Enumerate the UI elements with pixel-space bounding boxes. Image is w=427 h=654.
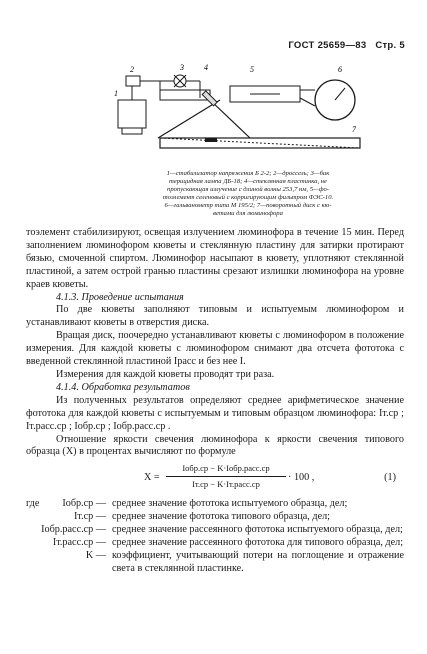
formula-numerator: Iобр.ср − K·Iобр.расс.ср — [166, 462, 286, 477]
dash: — — [95, 549, 106, 561]
paragraph: Измерения для каждой кюветы проводят три раза. — [56, 368, 275, 380]
stabilizer-base — [122, 128, 142, 134]
definition-symbol: Iт.ср — [74, 511, 94, 523]
dash: — — [95, 524, 106, 536]
definition-item — [26, 550, 404, 576]
figure-label: 6 — [338, 65, 342, 74]
paragraph: Отношение яркости свечения люминофора к яркости свечения типового образца (X) в процентах вычисляют по формуле — [26, 433, 404, 458]
definition-symbol: Iобр.расс.ср — [41, 524, 94, 536]
caption-line: терицидная лампа ДБ-18; 4—стеклянная пластинка, не — [169, 178, 327, 186]
definition-item — [26, 498, 404, 511]
stabilizer-box — [118, 100, 146, 128]
figure-label: 4 — [204, 63, 208, 72]
apparatus-diagram — [100, 60, 370, 170]
choke — [126, 76, 140, 86]
caption-line: ветами для люминофора — [213, 210, 283, 218]
figure-label: 7 — [352, 125, 356, 134]
section-heading: 4.1.4. Обработка результатов — [56, 381, 190, 393]
figure-caption — [98, 170, 398, 219]
definition-symbol: Iобр.ср — [62, 498, 94, 510]
dash: — — [95, 511, 106, 523]
equation-number: (1) — [384, 472, 396, 484]
formula-denominator: Iт.ср − K·Iт.расс.ср — [192, 479, 260, 490]
caption-line: 1—стабилизатор напряжения Б 2-2; 2—дроссель; 3—бак — [166, 170, 330, 177]
paragraph: тоэлемент стабилизируют, освещая излучением люминофора в течение 15 мин. Перед заполнением люминофором кюветы и стеклянную пластину для затирки протирают бязью, смоченной спиртом. Люминофор насыпают в кювету, уплотняют стеклянной пластиной, а затем острой гранью пластины срезают излишки люминофора на уровне краев кюветы. — [26, 227, 404, 290]
figure-label: 3 — [180, 63, 184, 72]
definitions-list — [26, 498, 404, 575]
definition-symbol: Iт.расс.ср — [52, 537, 94, 549]
paragraph: По две кюветы заполняют типовым и испытуемым люминофором и устанавливают кюветы в отверстия диска. — [26, 304, 404, 329]
figure-label: 1 — [114, 89, 118, 98]
definition-text: коэффициент, учитывающий потери на поглощение и отражение света в стеклянной пластинке. — [112, 549, 404, 574]
paragraph: Вращая диск, поочередно устанавливают кюветы с люминофором в положение измерения. Для каждой кюветы с люминофором снимают два отсчета фототока с введенной стеклянной пластиной Iрасс и без нее I. — [26, 330, 404, 368]
caption-line: 6—гальванометр типа М 195/2; 7—поворотный диск с кю- — [164, 202, 332, 210]
caption-line: тоэлемент селеновый с корригирующим фильтром ФЭС-10. — [162, 194, 334, 202]
page-header — [288, 40, 405, 51]
page-number: Стр. 5 — [375, 40, 405, 51]
definition-text: среднее значение рассеянного фототока испытуемого образца, дел; — [112, 524, 403, 536]
formula-1 — [26, 462, 404, 496]
caption-line: пропускающая излучение с длиной волны 253,7 нм, 5—фо- — [167, 186, 329, 194]
dash: — — [95, 537, 106, 549]
formula-fraction — [166, 462, 286, 491]
where-word: где — [26, 498, 40, 510]
definition-text: среднее значение рассеянного фототока для типового образца, дел; — [112, 537, 404, 549]
standard-number: ГОСТ 25659—83 — [288, 40, 367, 51]
definition-item — [26, 511, 404, 524]
paragraph: Из полученных результатов определяют среднее арифметическое значение фототока для каждой кюветы с испытуемым и типовым образцом люминофора: Iт.ср ; Iт.расс.ср ; Iобр.ср ; Iобр.расс.ср . — [26, 394, 404, 432]
formula-lhs: X = — [144, 472, 160, 484]
section-heading: 4.1.3. Проведение испытания — [56, 291, 184, 303]
definition-symbol: K — [85, 549, 94, 561]
definition-item — [26, 524, 404, 537]
definition-text: среднее значение фототока типового образца, дел; — [112, 511, 330, 523]
definition-text: среднее значение фототока испытуемого образца, дел; — [112, 498, 348, 510]
figure-label: 5 — [250, 65, 254, 74]
document-body — [26, 227, 404, 576]
figure-label: 2 — [130, 65, 134, 74]
dash: — — [95, 498, 106, 510]
formula-tail: · 100 , — [288, 472, 315, 484]
definition-item — [26, 537, 404, 550]
